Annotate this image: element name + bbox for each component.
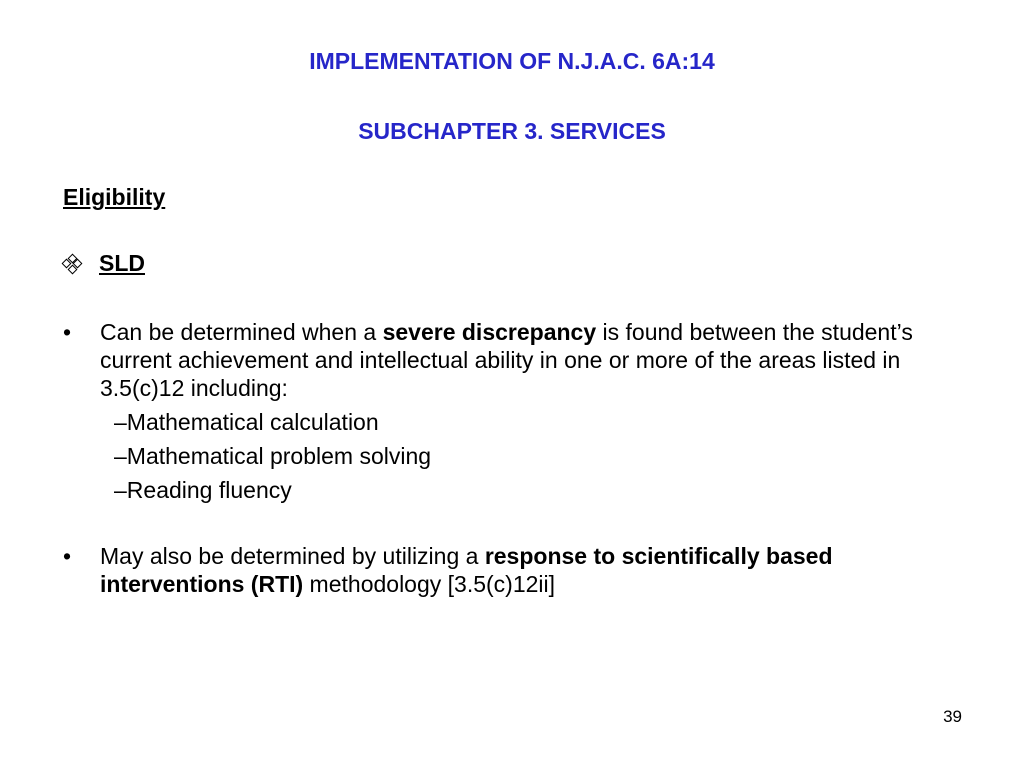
bullet-text-bold: response to scientifically based interventions (RTI) [100,543,833,597]
slide-subtitle: SUBCHAPTER 3. SERVICES [358,118,666,144]
bullet-rti [63,542,963,598]
bullet-marker: • [63,319,72,345]
bullet-text-post: is found between the student’s current achievement and intellectual ability in one or more of the areas listed in 3.5(c)12 including: [100,319,913,401]
bullet-severe-discrepancy [63,318,963,510]
list-item: –Mathematical calculation [114,409,379,435]
bullet-marker: • [63,543,72,569]
bullet-text-pre: Can be determined when a [100,319,383,345]
bullet-text-bold: severe discrepancy [382,319,597,345]
sld-label: SLD [99,250,145,276]
diamond-bullet-icon [63,255,81,273]
bullet-text-post: methodology [3.5(c)12ii] [303,571,556,597]
list-item: –Mathematical problem solving [114,443,432,469]
eligibility-heading: Eligibility [63,184,166,210]
sld-section [63,250,145,277]
bullet-text [100,318,963,402]
list-item: –Reading fluency [114,477,292,503]
slide-title: IMPLEMENTATION OF N.J.A.C. 6A:14 [309,48,715,74]
bullet-text-pre: May also be determined by utilizing a [100,543,485,569]
bullet-row [63,542,963,598]
sub-list [63,408,963,510]
page-number: 39 [943,707,962,726]
bullet-row [63,318,963,402]
bullet-text [100,542,963,598]
